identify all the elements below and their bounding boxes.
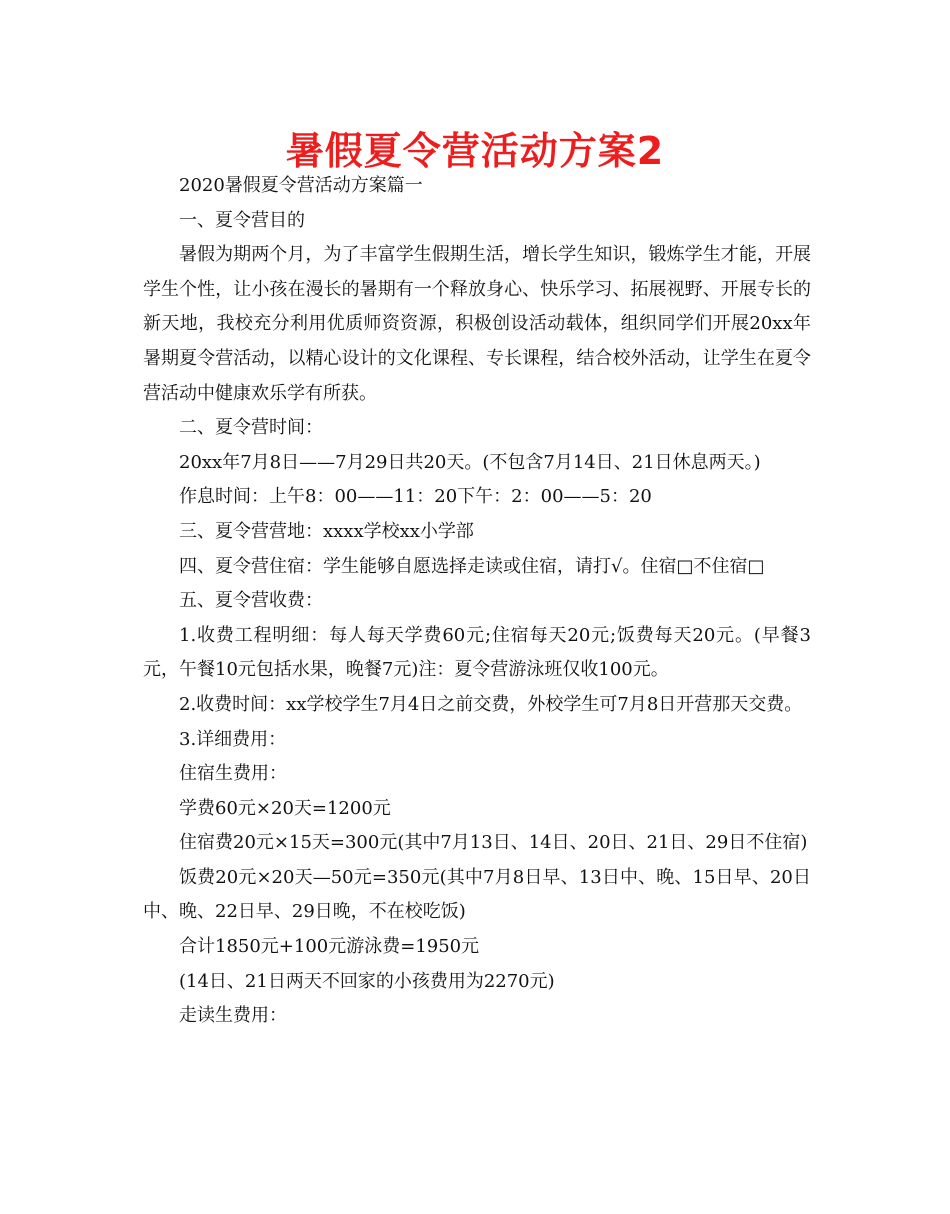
paragraph-day-student-fees: 走读生费用： — [179, 1005, 287, 1027]
document-title: 暑假夏令营活动方案2 — [285, 129, 665, 173]
section-heading-plan: 2020暑假夏令营活动方案篇一 — [179, 175, 423, 196]
paragraph-note: (14日、21日两天不回家的小孩费用为2270元) — [179, 970, 555, 992]
paragraph-fee-items: 1.收费工程明细：每人每天学费60元;住宿每天20元;饭费每天20元。(早餐3元，午餐10元包括水果，晚餐7元)注：夏令营游泳班仅收100元。 — [143, 624, 811, 681]
section-heading-purpose: 一、夏令营目的 — [179, 209, 305, 231]
paragraph-dates: 20xx年7月8日——7月29日共20天。(不包含7月14日、21日休息两天。) — [179, 451, 761, 473]
section-heading-fees: 五、夏令营收费： — [179, 590, 323, 612]
paragraph-purpose: 暑假为期两个月，为了丰富学生假期生活，增长学生知识，锻炼学生才能，开展学生个性，让小孩在漫长的暑期有一个释放身心、快乐学习、拓展视野、开展专长的新天地，我校充分利用优质师资资源，积极创设活动载体，组织同学们开展20xx年暑期夏令营活动，以精心设计的文化课程、专长课程，结合校外活动，让学生在夏令营活动中健康欢乐学有所获。 — [143, 244, 811, 404]
paragraph-meal-fee: 饭费20元×20天—50元=350元(其中7月8日早、13日中、晚、15日早、20日中、晚、22日早、29日晚，不在校吃饭) — [143, 866, 811, 923]
paragraph-fee-time: 2.收费时间：xx学校学生7月4日之前交费，外校学生可7月8日开营那天交费。 — [179, 693, 803, 715]
section-heading-time: 二、夏令营时间： — [179, 417, 323, 439]
paragraph-fee-details: 3.详细费用： — [179, 728, 287, 750]
paragraph-lodging-fee: 住宿费20元×15天=300元(其中7月13日、14日、20日、21日、29日不住宿) — [179, 832, 808, 854]
section-heading-lodging: 四、夏令营住宿：学生能够自愿选择走读或住宿，请打√。住宿□不住宿□ — [179, 555, 765, 577]
paragraph-total: 合计1850元+100元游泳费=1950元 — [179, 936, 480, 958]
section-heading-location: 三、夏令营营地：xxxx学校xx小学部 — [179, 520, 474, 542]
paragraph-boarder-fees: 住宿生费用： — [179, 763, 287, 785]
paragraph-tuition: 学费60元×20天=1200元 — [179, 797, 391, 819]
paragraph-schedule: 作息时间：上午8：00——11：20下午：2：00——5：20 — [179, 486, 652, 508]
document-body — [143, 169, 811, 1034]
